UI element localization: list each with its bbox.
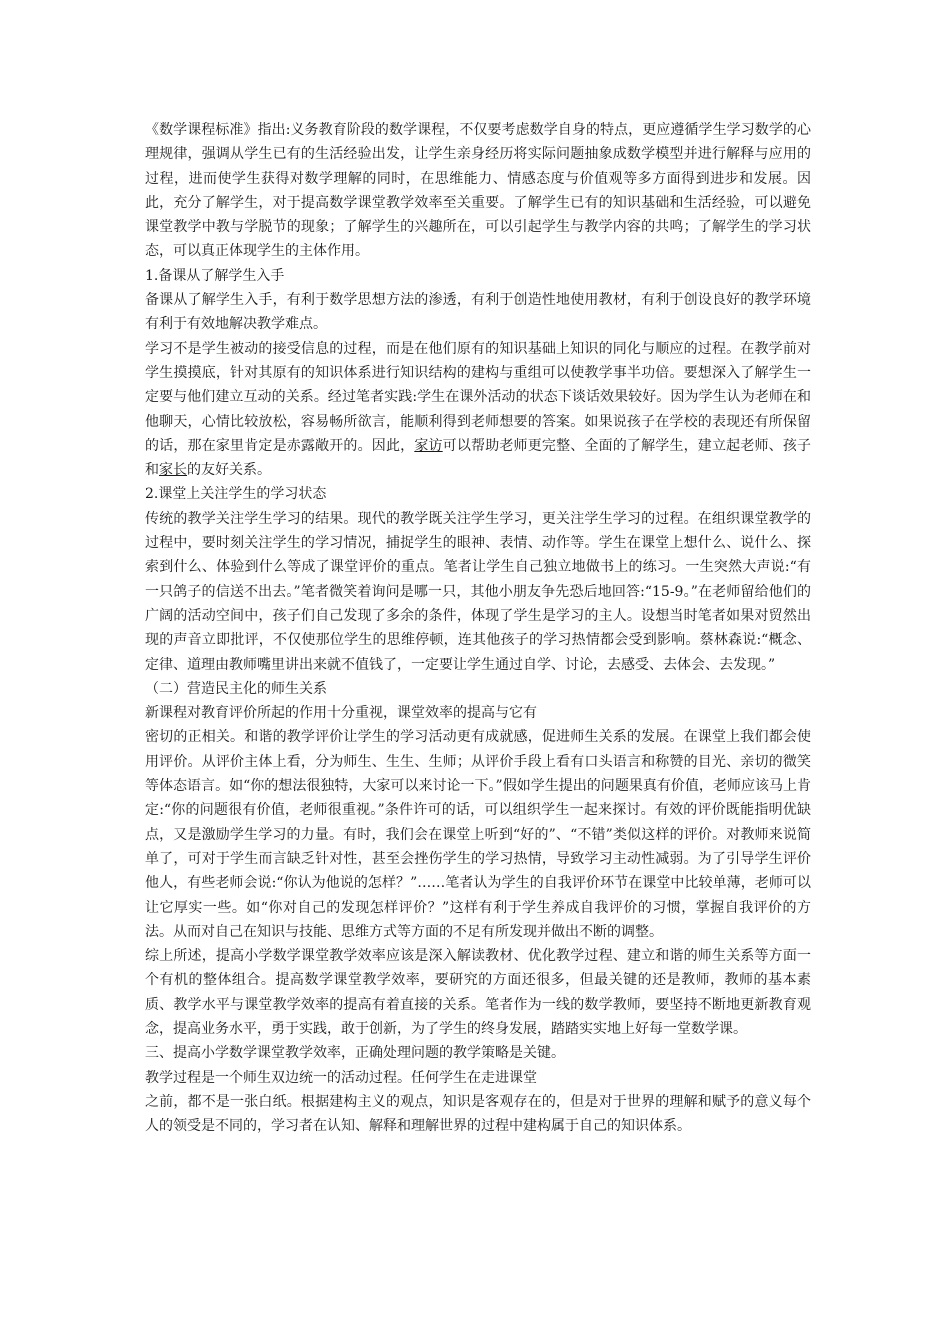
section-heading-3: （二）营造民主化的师生关系: [145, 680, 327, 697]
constructivism-paragraph: 之前，都不是一张白纸。根据建构主义的观点，知识是客观存在的，但是对于世界的理解和赋予的意义每个人的领受是不同的，学习者在认知、解释和理解世界的过程中建构属于自己的知识体系。: [145, 1093, 811, 1135]
lesson-prep-paragraph: 备课从了解学生入手，有利于数学思想方法的渗透，有利于创造性地使用教材，有利于创设良好的教学环境有利于有效地解决教学难点。: [145, 292, 811, 333]
teaching-process-paragraph: 教学过程是一个师生双边统一的活动过程。任何学生在走进课堂: [145, 1069, 537, 1086]
paragraph-text: 学习不是学生被动的接受信息的过程，而是在他们原有的知识基础上知识的同化与顺应的过程。在教学前对学生摸摸底，针对其原有的知识体系进行知识结构的建构与重组可以使教学事半功倍。要想深入了解学生一定要与他们建立互动的关系。经过笔者实践:学生在课外活动的状态下谈话效果较好。因为学生认为老师在和他聊天，心情比较放松，容易畅所欲言，能顺利得到老师想要的答案。如果说孩子在学校的表现还有所保留的话，那在家里肯定是赤露敞开的。因此，: [145, 340, 811, 454]
intro-paragraph: 《数学课程标准》指出:义务教育阶段的数学课程，不仅要考虑数学自身的特点，更应遵循学生学习数学的心理规律，强调从学生已有的生活经验出发，让学生亲身经历将实际问题抽象成数学模型并进行解释与应用的过程，进而使学生获得对数学理解的同时，在思维能力、情感态度与价值观等多方面得到进步和发展。因此，充分了解学生，对于提高数学课堂教学效率至关重要。了解学生已有的知识基础和生活经验，可以避免课堂教学中教与学脱节的现象；了解学生的兴趣所在，可以引起学生与教学内容的共鸣；了解学生的学习状态，可以真正体现学生的主体作用。: [145, 122, 811, 260]
section-heading-4: 三、提高小学数学课堂教学效率，正确处理问题的教学策略是关键。: [145, 1045, 565, 1062]
paragraph-text: 的友好关系。: [187, 462, 271, 479]
learning-state-paragraph: 传统的教学关注学生学习的结果。现代的教学既关注学生学习，更关注学生学习的过程。在组织课堂教学的过程中，要时刻关注学生的学习情况，捕捉学生的眼神、表情、动作等。学生在课堂上想什么、说什么、探索到什么、体验到什么等成了课堂评价的重点。笔者让学生自己独立地做书上的练习。一生突然大声说:“有一只鸽子的信送不出去。”笔者微笑着询问是哪一只，其他小朋友争先恐后地回答:“15-9。”在老师留给他们的广阔的活动空间中，孩子们自己发现了多余的条件，体现了学生是学习的主人。设想当时笔者如果对贸然出现的声音立即批评，不仅使那位学生的思维停顿，连其他孩子的学习热情都会受到影响。蔡林森说:“概念、定律、道理由教师嘴里讲出来就不值钱了，一定要让学生通过自学、讨论，去感受、去体会、去发现。”: [145, 510, 811, 673]
parents-link[interactable]: 家长: [159, 462, 187, 479]
paragraph-text: 可以帮助老师更完整、全面的了解学生，建立起老师、孩子和: [145, 437, 812, 479]
document-body: [145, 118, 811, 1138]
home-visit-link[interactable]: 家访: [414, 437, 443, 454]
learning-process-paragraph: [145, 337, 811, 483]
evaluation-paragraph: 密切的正相关。和谐的教学评价让学生的学习活动更有成就感，促进师生关系的发展。在课堂上我们都会使用评价。从评价主体上看，分为师生、生生、生师；从评价手段上看有口头语言和称赞的目光、亲切的微笑等体态语言。如“你的想法很独特，大家可以来讨论一下。”假如学生提出的问题果真有价值，老师应该马上肯定:“你的问题很有价值，老师很重视。”条件许可的话，可以组织学生一起来探讨。有效的评价既能指明优缺点，又是激励学生学习的力量。有时，我们会在课堂上听到“好的”、“不错”类似这样的评价。对教师来说简单了，可对于学生而言缺乏针对性，甚至会挫伤学生的学习热情，导致学习主动性减弱。为了引导学生评价他人，有些老师会说:“你认为他说的怎样？”……笔者认为学生的自我评价环节在课堂中比较单薄，老师可以让它厚实一些。如“你对自己的发现怎样评价？”这样有利于学生养成自我评价的习惯，掌握自我评价的方法。从而对自己在知识与技能、思维方式等方面的不足有所发现并做出不断的调整。: [145, 729, 811, 940]
evaluation-intro-paragraph: 新课程对教育评价所起的作用十分重视，课堂效率的提高与它有: [145, 705, 537, 722]
summary-paragraph: 综上所述，提高小学数学课堂教学效率应该是深入解读教材、优化教学过程、建立和谐的师生关系等方面一个有机的整体组合。提高数学课堂教学效率，要研究的方面还很多，但最关键的还是教师，教师的基本素质、教学水平与课堂教学效率的提高有着直接的关系。笔者作为一线的数学教师，要坚持不断地更新教育观念，提高业务水平，勇于实践，敢于创新，为了学生的终身发展，踏踏实实地上好每一堂数学课。: [145, 948, 811, 1037]
section-heading-1: 1.备课从了解学生入手: [145, 267, 285, 284]
section-heading-2: 2.课堂上关注学生的学习状态: [145, 486, 327, 503]
